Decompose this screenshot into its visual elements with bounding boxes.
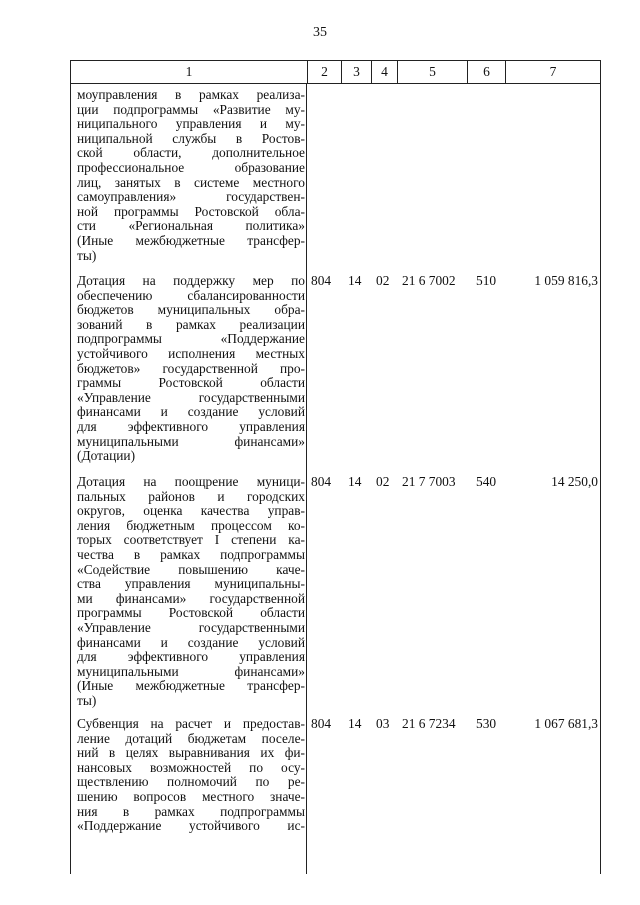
header-col-1: 1 bbox=[185, 64, 193, 79]
column-divider bbox=[306, 84, 307, 874]
budget-table bbox=[70, 60, 601, 874]
cell-amount: 14 250,0 bbox=[551, 474, 598, 489]
cell-section-code: 14 bbox=[348, 716, 362, 731]
row-description: Субвенция на расчет и предостав- ление дотаций бюджетам поселе- ний в целях выравнивания их фи- нансовых возможностей по осу- ществлению полномочий по ре- шению вопросов местного значе- ния в рамках подпрограммы «Поддержание устойчивого ис- bbox=[77, 716, 305, 834]
header-col-2: 2 bbox=[307, 61, 341, 83]
header-col-7: 7 bbox=[505, 61, 600, 83]
table-header bbox=[70, 60, 601, 84]
page-number: 35 bbox=[313, 25, 327, 40]
row-description: Дотация на поощрение муници- пальных районов и городских округов, оценка качества управ- ления бюджетным процессом ко- торых соответствует I степени ка- чества в рамках подпрограммы «Содействие повышению каче- ства управления муниципальны- ми финансами» государственной программы Ростовской области «Управление государственными финансами и создание условий для эффективного управления муниципальными финансами» (Иные межбюджетные трансфер- ты) bbox=[77, 474, 305, 708]
row-description: Дотация на поддержку мер по обеспечению сбалансированности бюджетов муниципальных обра- зований в рамках реализации подпрограммы «Поддержание устойчивого исполнения местных бюджетов» государственной про- граммы Ростовской области «Управление государственными финансами и создание условий для эффективного управления муниципальными финансами» (Дотации) bbox=[77, 273, 305, 464]
cell-section-code: 14 bbox=[348, 474, 362, 489]
cell-expense-type: 510 bbox=[476, 273, 497, 288]
cell-amount: 1 059 816,3 bbox=[534, 273, 598, 288]
header-col-4: 4 bbox=[371, 61, 397, 83]
cell-ministry-code: 804 bbox=[311, 716, 332, 731]
cell-expense-type: 530 bbox=[476, 716, 497, 731]
cell-target-code: 21 6 7234 bbox=[402, 716, 456, 731]
cell-subsection-code: 03 bbox=[376, 716, 390, 731]
header-col-5: 5 bbox=[397, 61, 467, 83]
cell-section-code: 14 bbox=[348, 273, 362, 288]
cell-subsection-code: 02 bbox=[376, 273, 390, 288]
header-col-6: 6 bbox=[467, 61, 505, 83]
cell-target-code: 21 6 7002 bbox=[402, 273, 456, 288]
cell-expense-type: 540 bbox=[476, 474, 497, 489]
cell-target-code: 21 7 7003 bbox=[402, 474, 456, 489]
cell-subsection-code: 02 bbox=[376, 474, 390, 489]
header-col-3: 3 bbox=[341, 61, 371, 83]
cell-ministry-code: 804 bbox=[311, 273, 332, 288]
cell-ministry-code: 804 bbox=[311, 474, 332, 489]
table-body bbox=[70, 84, 601, 874]
cell-amount: 1 067 681,3 bbox=[534, 716, 598, 731]
row-description: моуправления в рамках реализа- ции подпрограммы «Развитие му- ниципального управления и му- ниципальной службы в Ростов- ской области, дополнительное профессиональное образование лиц, занятых в системе местного самоуправления» государствен- ной программы Ростовской обла- сти «Региональная политика» (Иные межбюджетные трансфер- ты) bbox=[77, 87, 305, 263]
